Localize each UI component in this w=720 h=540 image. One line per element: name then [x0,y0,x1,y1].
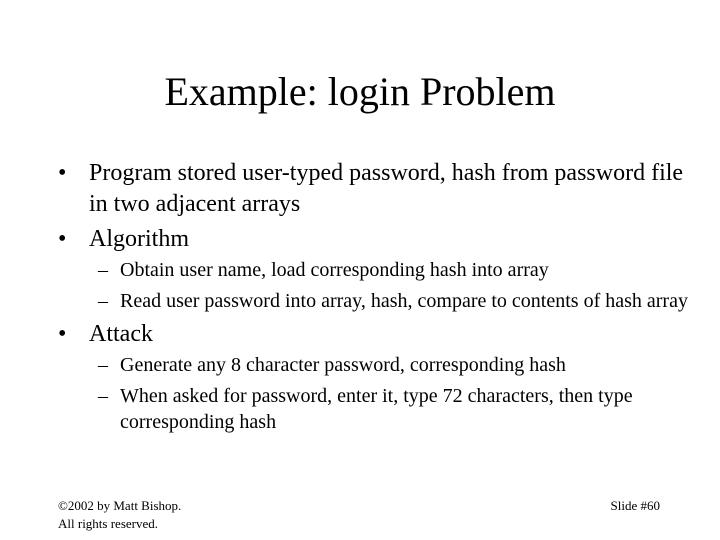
sub-bullet-item [89,383,698,435]
bullet-marker: • [58,160,67,186]
sub-bullet-item [89,352,698,378]
bullet-item [58,224,698,314]
dash-marker: – [98,385,108,407]
bullet-marker: • [58,321,67,347]
bullet-marker: • [58,226,67,252]
bullet-text: Program stored user-typed password, hash from password file in two adjacent arrays [89,160,684,217]
bullet-list [58,158,698,440]
dash-marker: – [98,290,108,312]
bullet-text: Attack [89,321,153,347]
sub-bullet-list [89,352,698,435]
rights-line: All rights reserved. [58,516,159,531]
sub-bullet-item [89,288,698,314]
sub-bullet-item [89,257,698,283]
dash-marker: – [98,354,108,376]
bullet-item [58,158,698,220]
dash-marker: – [98,259,108,281]
sub-bullet-list [89,257,698,314]
bullet-item [58,319,698,435]
sub-bullet-text: Obtain user name, load corresponding hash into array [120,259,549,281]
slide-title: Example: login Problem [164,69,556,114]
bullet-text: Algorithm [89,226,189,252]
slide-number: Slide #60 [610,498,660,513]
sub-bullet-text: Generate any 8 character password, corresponding hash [120,354,566,376]
sub-bullet-text: When asked for password, enter it, type 72 characters, then type corresponding hash [120,385,633,433]
footer-copyright [58,497,181,533]
sub-bullet-text: Read user password into array, hash, compare to contents of hash array [120,290,688,312]
copyright-line: ©2002 by Matt Bishop. [58,498,182,513]
